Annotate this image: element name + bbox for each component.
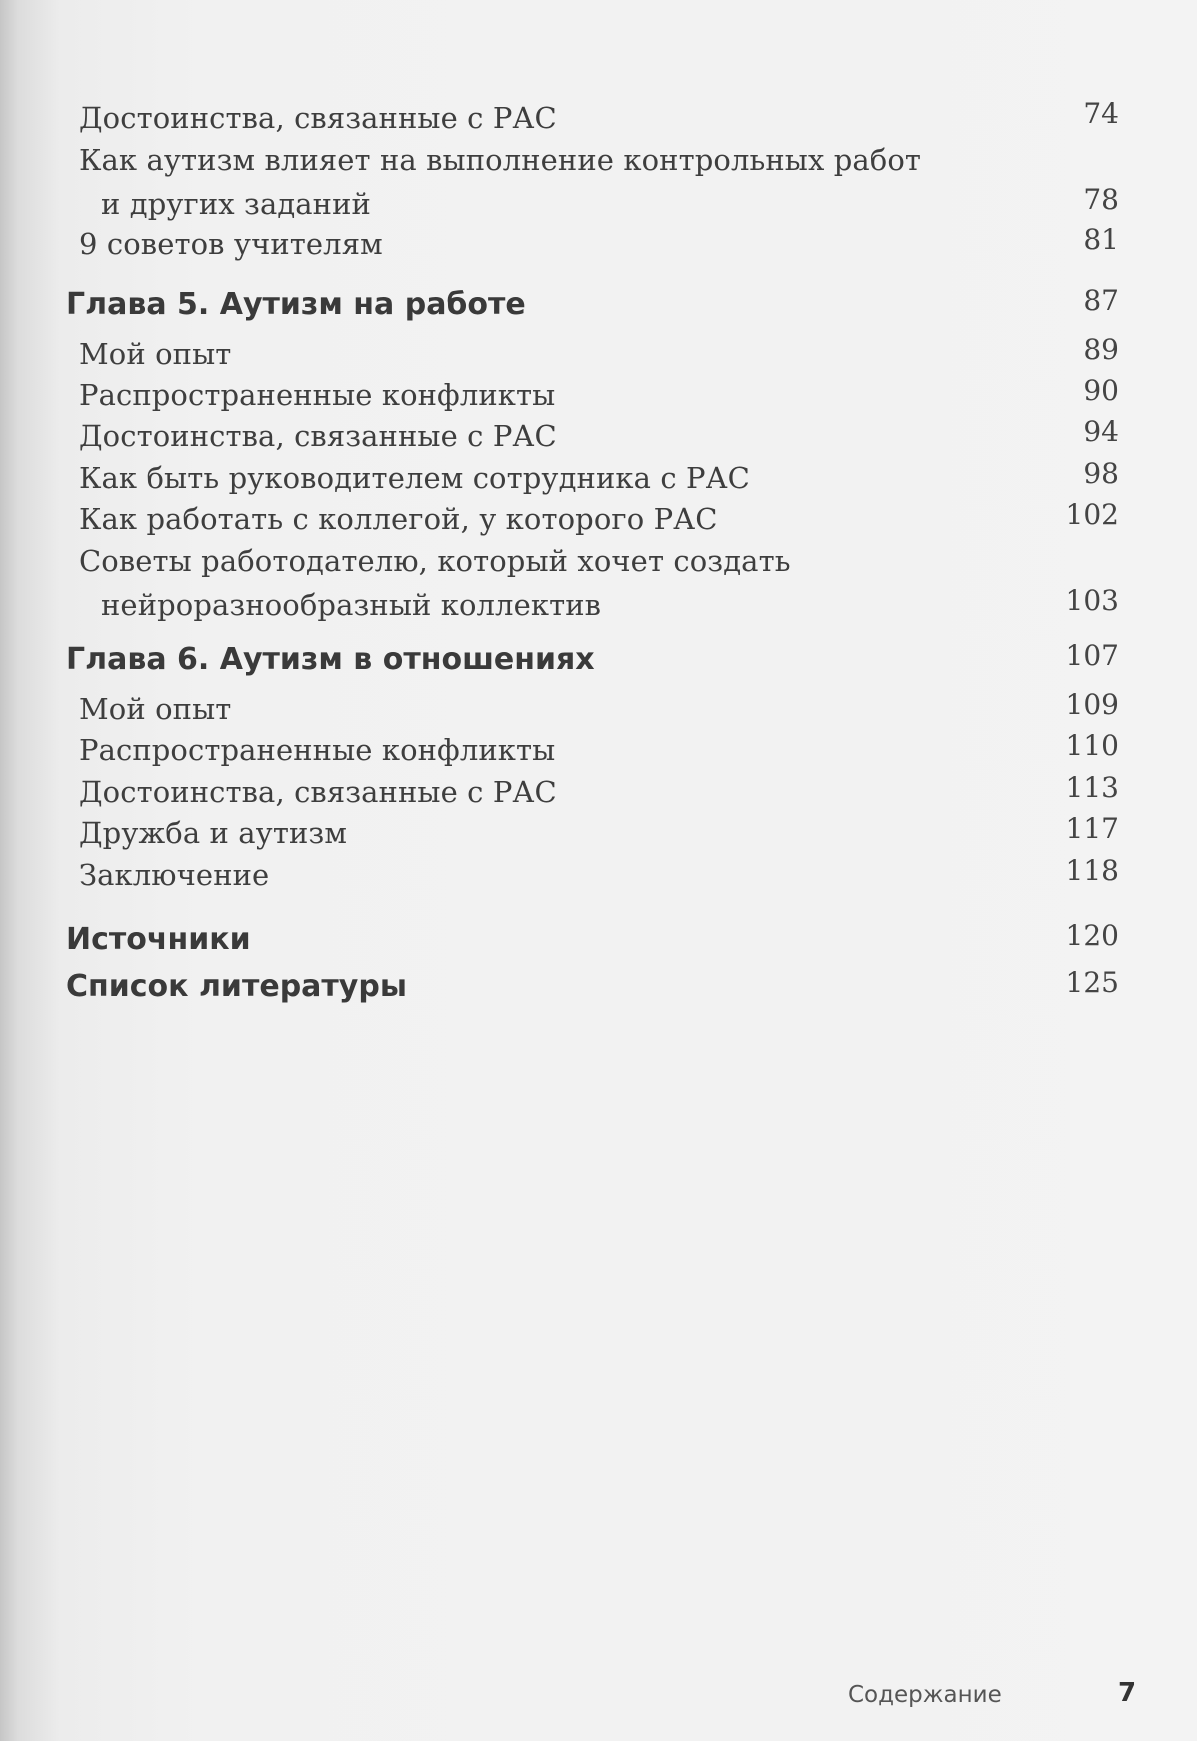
- toc-chapter-title: [66, 638, 595, 682]
- toc-title-line: Глава 5. Аутизм на работе: [66, 287, 526, 322]
- toc-section-title: [79, 853, 269, 897]
- toc-title-line: и других заданий: [101, 187, 371, 221]
- toc-page-number: 120: [1065, 919, 1119, 952]
- toc-section-title: [79, 96, 557, 140]
- toc-section-title: [79, 811, 347, 855]
- toc-title-line: Дружба и аутизм: [79, 816, 347, 850]
- toc-title-line: Достоинства, связанные с РАС: [79, 775, 557, 809]
- toc-section-title: [79, 687, 231, 731]
- toc-title-line: Заключение: [79, 858, 270, 892]
- toc-title-line: Список литературы: [66, 969, 407, 1004]
- toc-title-line: нейроразнообразный коллектив: [101, 588, 602, 622]
- toc-page-number: 87: [1083, 284, 1119, 317]
- toc-page-number: 125: [1065, 966, 1119, 999]
- toc-section-title: [79, 222, 383, 266]
- toc-page-number: 102: [1065, 498, 1119, 531]
- toc-page-number: 109: [1065, 688, 1119, 721]
- toc-chapter-title: [66, 965, 407, 1009]
- toc-title-line: Глава 6. Аутизм в отношениях: [66, 642, 595, 677]
- toc-page-number: 117: [1065, 812, 1119, 845]
- footer-page-number: 7: [1118, 1678, 1137, 1708]
- toc-title-line: Как быть руководителем сотрудника с РАС: [79, 461, 750, 495]
- toc-page-number: 78: [1083, 183, 1119, 216]
- toc-page-number: 103: [1065, 584, 1119, 617]
- toc-title-line: Как аутизм влияет на выполнение контрольных работ: [79, 143, 922, 177]
- toc-title-line: Мой опыт: [79, 692, 232, 726]
- toc-title-line: Достоинства, связанные с РАС: [79, 419, 557, 453]
- toc-section-title: [79, 497, 718, 541]
- toc-title-line: Советы работодателю, который хочет создать: [79, 544, 791, 578]
- toc-title-line: Как работать с коллегой, у которого РАС: [79, 502, 718, 536]
- toc-title-line: Распространенные конфликты: [79, 733, 556, 767]
- toc-section-title: [79, 770, 557, 814]
- toc-title-line: Распространенные конфликты: [79, 378, 556, 412]
- toc-page-number: 94: [1083, 415, 1119, 448]
- toc-chapter-title: [66, 283, 526, 327]
- toc-title-line: Достоинства, связанные с РАС: [79, 101, 557, 135]
- toc-page-number: 98: [1083, 457, 1119, 490]
- running-footer-title: Содержание: [848, 1682, 1002, 1708]
- toc-section-title: [79, 414, 557, 458]
- toc-section-title: [79, 332, 231, 376]
- toc-page-number: 107: [1065, 639, 1119, 672]
- toc-title-line: 9 советов учителям: [79, 227, 383, 261]
- toc-title-line: Мой опыт: [79, 337, 232, 371]
- toc-page-number: 89: [1083, 333, 1119, 366]
- toc-page-number: 74: [1083, 97, 1119, 130]
- toc-section-title: [79, 456, 750, 500]
- toc-chapter-title: [66, 918, 251, 962]
- toc-page-number: 81: [1083, 223, 1119, 256]
- toc-title-line: Источники: [66, 922, 251, 957]
- toc-section-title: [79, 373, 555, 417]
- toc-section-title: [79, 728, 555, 772]
- toc-page-number: 113: [1065, 771, 1119, 804]
- toc-page-number: 110: [1065, 729, 1119, 762]
- toc-page-number: 90: [1083, 374, 1119, 407]
- toc-section-title: [79, 138, 921, 226]
- toc-section-title: [79, 539, 791, 627]
- toc-page-number: 118: [1065, 854, 1119, 887]
